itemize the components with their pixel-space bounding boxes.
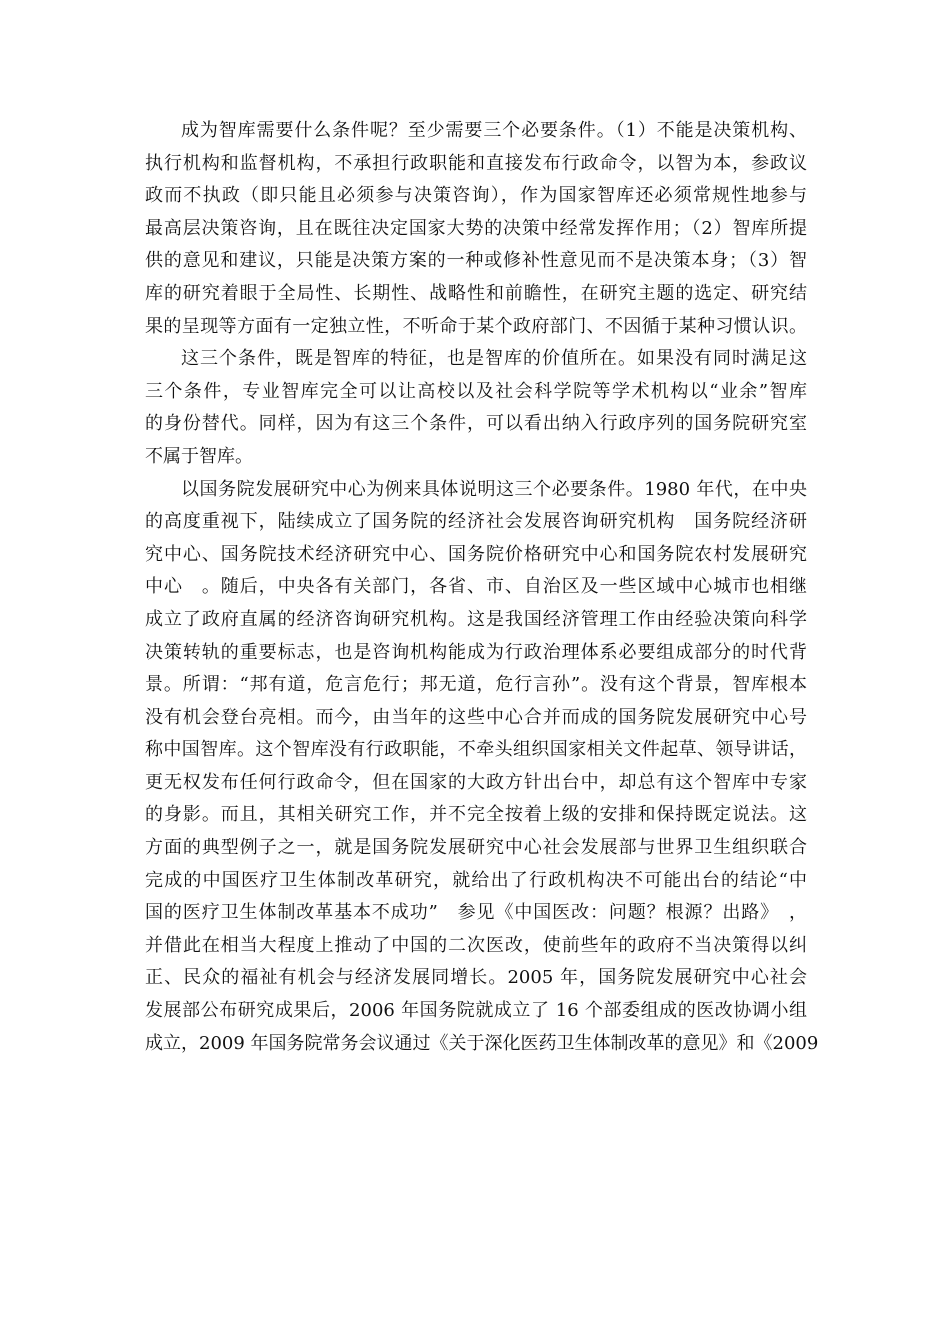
- paragraph-1-line-1: 成为智库需要什么条件呢？至少需要三个必要条件。（1）不能是决策机构、: [181, 120, 807, 141]
- paragraph-3-line-8: 没有机会登台亮相。而今，由当年的这些中心合并而成的国务院发展研究中心号: [145, 706, 807, 728]
- paragraph-3-line-17: 发展部公布研究成果后，2006 年国务院就成立了 16 个部委组成的医改协调小组: [145, 1000, 807, 1022]
- paragraph-3-line-9: 称中国智库。这个智库没有行政职能，不牵头组织国家相关文件起草、领导讲话，: [145, 739, 807, 761]
- paragraph-2-line-1: 这三个条件，既是智库的特征，也是智库的价值所在。如果没有同时满足这: [181, 348, 807, 370]
- paragraph-3-line-2: 的高度重视下，陆续成立了国务院的经济社会发展咨询研究机构 国务院经济研: [145, 511, 807, 533]
- paragraph-1-line-5: 供的意见和建议，只能是决策方案的一种或修补性意见而不是决策本身；（3）智: [145, 250, 807, 272]
- paragraph-3-line-12: 方面的典型例子之一，就是国务院发展研究中心社会发展部与世界卫生组织联合: [145, 837, 807, 859]
- paragraph-1-line-6: 库的研究着眼于全局性、长期性、战略性和前瞻性，在研究主题的选定、研究结: [145, 282, 807, 304]
- paragraph-3-line-3: 究中心、国务院技术经济研究中心、国务院价格研究中心和国务院农村发展研究: [145, 543, 807, 565]
- paragraph-2-line-3: 的身份替代。同样，因为有这三个条件，可以看出纳入行政序列的国务院研究室: [145, 413, 807, 435]
- paragraph-3-line-13: 完成的中国医疗卫生体制改革研究，就给出了行政机构决不可能出台的结论“中: [145, 869, 807, 891]
- paragraph-1-line-2: 执行机构和监督机构，不承担行政职能和直接发布行政命令，以智为本，参政议: [145, 152, 807, 174]
- paragraph-3-line-14: 国的医疗卫生体制改革基本不成功” 参见《中国医改：问题？根源？出路》 ，: [145, 902, 807, 924]
- paragraph-2-line-2: 三个条件，专业智库完全可以让高校以及社会科学院等学术机构以“业余”智库: [145, 380, 807, 402]
- paragraph-2-line-4: 不属于智库。: [145, 445, 253, 467]
- paragraph-3-line-7: 景。所谓：“邦有道，危言危行；邦无道，危行言孙”。没有这个背景，智库根本: [145, 674, 807, 696]
- paragraph-3-line-4: 中心 。随后，中央各有关部门，各省、市、自治区及一些区域中心城市也相继: [145, 576, 807, 598]
- body-text: [145, 115, 819, 1060]
- paragraph-3-line-11: 的身影。而且，其相关研究工作，并不完全按着上级的安排和保持既定说法。这: [145, 804, 807, 826]
- paragraph-1-line-7: 果的呈现等方面有一定独立性，不听命于某个政府部门、不因循于某种习惯认识。: [145, 315, 807, 337]
- paragraph-3-line-18: 成立，2009 年国务院常务会议通过《关于深化医药卫生体制改革的意见》和《2009: [145, 1032, 819, 1054]
- paragraph-3-line-6: 决策转轨的重要标志，也是咨询机构能成为行政治理体系必要组成部分的时代背: [145, 641, 807, 663]
- paragraph-1-line-4: 最高层决策咨询，且在既往决定国家大势的决策中经常发挥作用；（2）智库所提: [145, 217, 807, 239]
- paragraph-3-line-10: 更无权发布任何行政命令，但在国家的大政方针出台中，却总有这个智库中专家: [145, 771, 807, 793]
- paragraph-3-line-1: 以国务院发展研究中心为例来具体说明这三个必要条件。1980 年代，在中央: [181, 478, 807, 500]
- paragraph-3-line-16: 正、民众的福祉有机会与经济发展同增长。2005 年，国务院发展研究中心社会: [145, 967, 807, 989]
- paragraph-3-line-15: 并借此在相当大程度上推动了中国的二次医改，使前些年的政府不当决策得以纠: [145, 934, 807, 956]
- paragraph-1-line-3: 政而不执政（即只能且必须参与决策咨询），作为国家智库还必须常规性地参与: [145, 185, 807, 207]
- paragraph-3-line-5: 成立了政府直属的经济咨询研究机构。这是我国经济管理工作由经验决策向科学: [145, 608, 807, 630]
